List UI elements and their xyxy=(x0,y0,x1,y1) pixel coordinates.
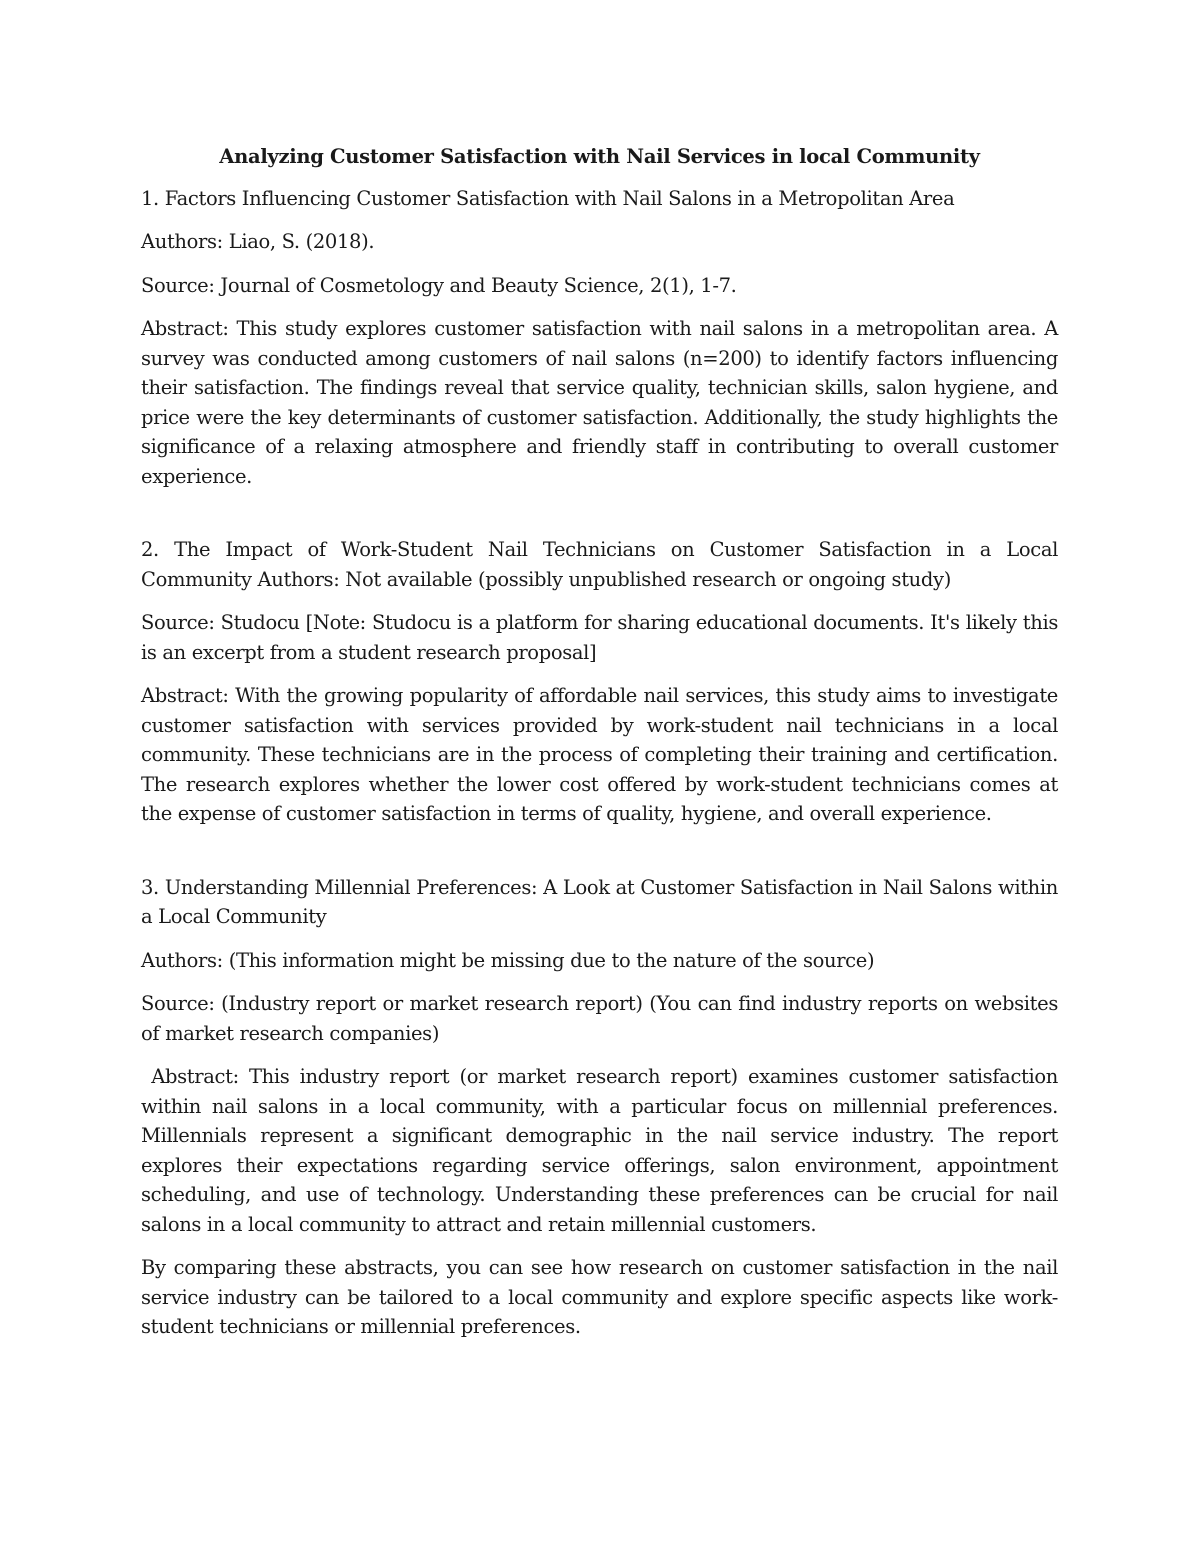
entry-1-source: Source: Journal of Cosmetology and Beauty Science, 2(1), 1-7. xyxy=(141,273,737,297)
entry-2-heading: 2. The Impact of Work-Student Nail Technicians on Customer Satisfaction in a Local Community Authors: Not available (possibly unpublished research or ongoing study) xyxy=(141,538,1058,591)
entry-3-authors: Authors: (This information might be missing due to the nature of the source) xyxy=(141,948,875,972)
conclusion-paragraph: By comparing these abstracts, you can see how research on customer satisfaction in the nail service industry can be tailored to a local community and explore specific aspects like work-student technicians or millennial preferences. xyxy=(141,1256,1058,1338)
entry-1-authors: Authors: Liao, S. (2018). xyxy=(141,230,375,253)
document-title: Analyzing Customer Satisfaction with Nail Services in local Community xyxy=(219,145,980,168)
entry-2-source: Source: Studocu [Note: Studocu is a platform for sharing educational documents. It's likely this is an excerpt from a student research proposal] xyxy=(141,611,1058,664)
spacer xyxy=(141,505,1058,535)
entry-3 xyxy=(141,873,1064,1240)
entry-3-abstract: Abstract: This industry report (or market research report) examines customer satisfaction within nail salons in a local community, with a particular focus on millennial preferences. Millennials represent a significant demographic in the nail service industry. The report explores their expectations regarding service offerings, salon environment, appointment scheduling, and use of technology. Understanding these preferences can be crucial for nail salons in a local community to attract and retain millennial customers. xyxy=(141,1065,1064,1236)
entry-2 xyxy=(141,535,1058,829)
document-page xyxy=(141,142,1064,1356)
entry-3-source: Source: (Industry report or market research report) (You can find industry reports on websites of market research companies) xyxy=(141,992,1058,1045)
entry-2-abstract: Abstract: With the growing popularity of affordable nail services, this study aims to investigate customer satisfaction with services provided by work-student nail technicians in a local community. These technicians are in the process of completing their training and certification. The research explores whether the lower cost offered by work-student technicians comes at the expense of customer satisfaction in terms of quality, hygiene, and overall experience. xyxy=(141,684,1058,825)
entry-1 xyxy=(141,184,1058,492)
entry-1-abstract: Abstract: This study explores customer satisfaction with nail salons in a metropolitan area. A survey was conducted among customers of nail salons (n=200) to identify factors influencing their satisfaction. The findings reveal that service quality, technician skills, salon hygiene, and price were the key determinants of customer satisfaction. Additionally, the study highlights the significance of a relaxing atmosphere and friendly staff in contributing to overall customer experience. xyxy=(141,317,1058,488)
entry-3-heading: 3. Understanding Millennial Preferences: A Look at Customer Satisfaction in Nail Salons within a Local Community xyxy=(141,875,1058,928)
entry-1-heading: 1. Factors Influencing Customer Satisfaction with Nail Salons in a Metropolitan Area xyxy=(141,186,955,210)
spacer xyxy=(141,843,1058,873)
